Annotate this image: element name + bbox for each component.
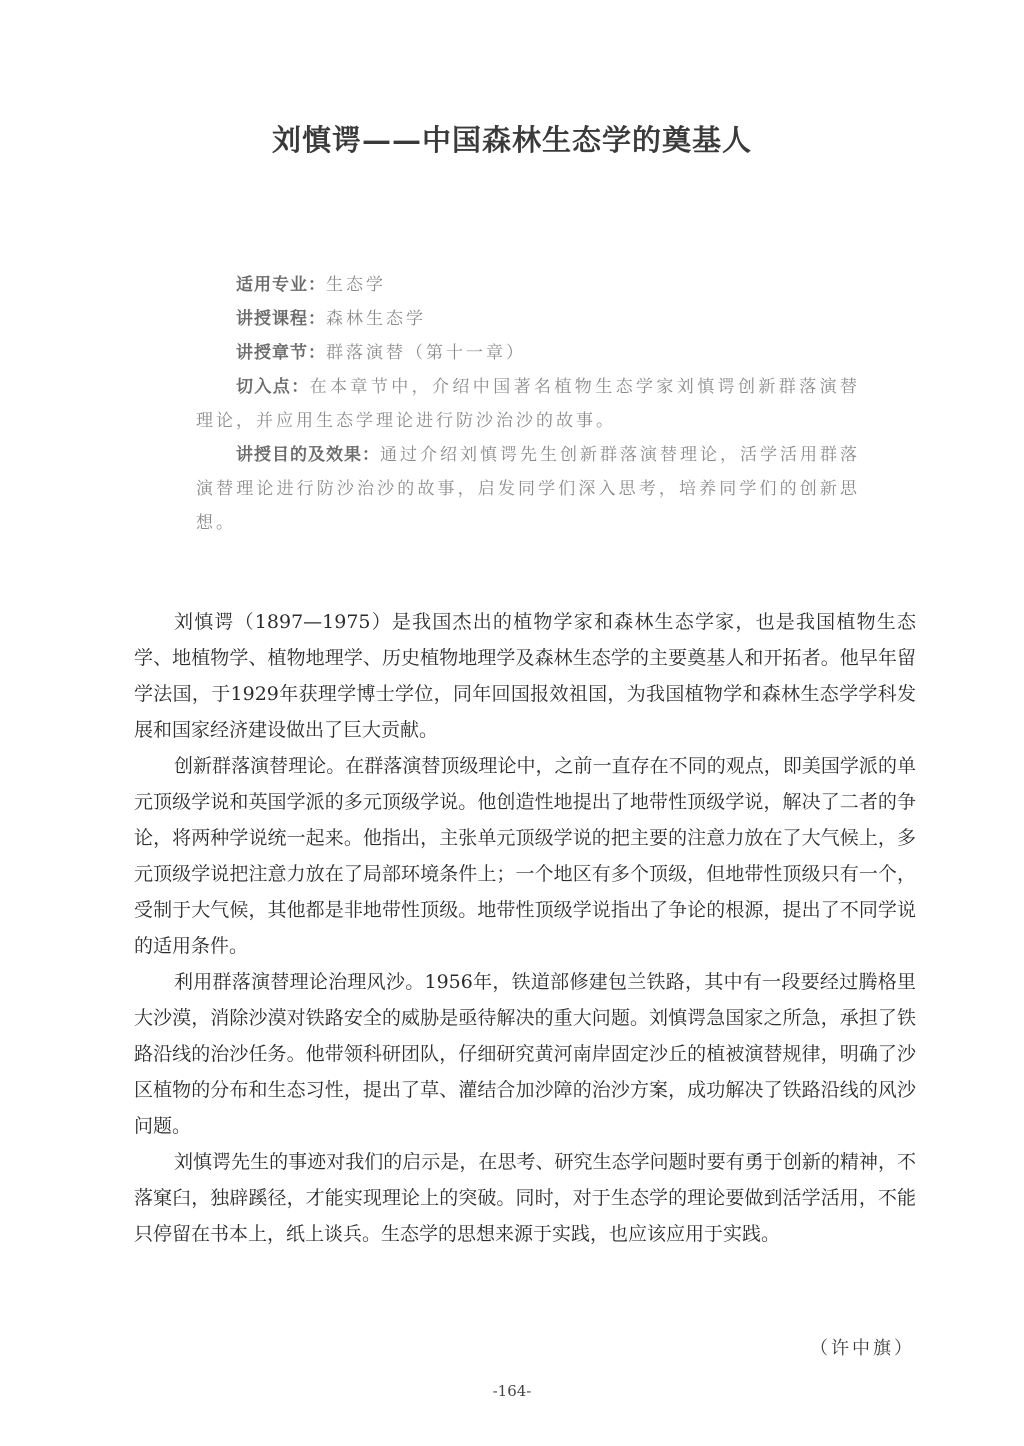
major-line (196, 268, 860, 302)
body-paragraph: 创新群落演替理论。在群落演替顶级理论中，之前一直存在不同的观点，即美国学派的单元顶级学说和英国学派的多元顶级学说。他创造性地提出了地带性顶级学说，解决了二者的争论，将两种学说统一起来。他指出，主张单元顶级学说的把主要的注意力放在了大气候上，多元顶级学说把注意力放在了局部环境条件上；一个地区有多个顶级，但地带性顶级只有一个，受制于大气候，其他都是非地带性顶级。地带性顶级学说指出了争论的根源，提出了不同学说的适用条件。 (134, 755, 916, 957)
chapter-label: 讲授章节： (236, 343, 326, 363)
page-title: 刘慎谔——中国森林生态学的奠基人 (271, 123, 752, 157)
purpose-label: 讲授目的及效果： (236, 445, 380, 465)
article-body (134, 604, 916, 1252)
page-number: -164- (492, 1382, 532, 1400)
purpose-line (196, 438, 860, 540)
body-paragraph: 刘慎谔先生的事迹对我们的启示是，在思考、研究生态学问题时要有勇于创新的精神，不落窠臼，独辟蹊径，才能实现理论上的突破。同时，对于生态学的理论要做到活学活用，不能只停留在书本上，纸上谈兵。生态学的思想来源于实践，也应该应用于实践。 (134, 1151, 916, 1245)
course-value: 森林生态学 (326, 309, 426, 329)
entry-point-value: 在本章节中，介绍中国著名植物生态学家刘慎谔创新群落演替理论，并应用生态学理论进行防沙治沙的故事。 (196, 377, 861, 431)
entry-point-label: 切入点： (236, 377, 310, 397)
body-paragraph: 刘慎谔（1897—1975）是我国杰出的植物学家和森林生态学家，也是我国植物生态学、地植物学、植物地理学、历史植物地理学及森林生态学的主要奠基人和开拓者。他早年留学法国，于1929年获理学博士学位，同年回国报效祖国，为我国植物学和森林生态学学科发展和国家经济建设做出了巨大贡献。 (134, 611, 916, 741)
chapter-value: 群落演替（第十一章） (326, 343, 526, 363)
author-signature: （许中旗） (810, 1338, 915, 1359)
body-paragraph: 利用群落演替理论治理风沙。1956年，铁道部修建包兰铁路，其中有一段要经过腾格里大沙漠，消除沙漠对铁路安全的威胁是亟待解决的重大问题。刘慎谔急国家之所急，承担了铁路沿线的治沙任务。他带领科研团队，仔细研究黄河南岸固定沙丘的植被演替规律，明确了沙区植物的分布和生态习性，提出了草、灌结合加沙障的治沙方案，成功解决了铁路沿线的风沙问题。 (134, 971, 916, 1137)
purpose-value: 通过介绍刘慎谔先生创新群落演替理论，活学活用群落演替理论进行防沙治沙的故事，启发同学们深入思考，培养同学们的创新思想。 (196, 445, 860, 533)
major-label: 适用专业： (236, 275, 326, 295)
major-value: 生态学 (326, 275, 386, 295)
course-info (196, 268, 860, 540)
course-label: 讲授课程： (236, 309, 326, 329)
course-line (196, 302, 860, 336)
entry-point-line (196, 370, 860, 438)
chapter-line (196, 336, 860, 370)
